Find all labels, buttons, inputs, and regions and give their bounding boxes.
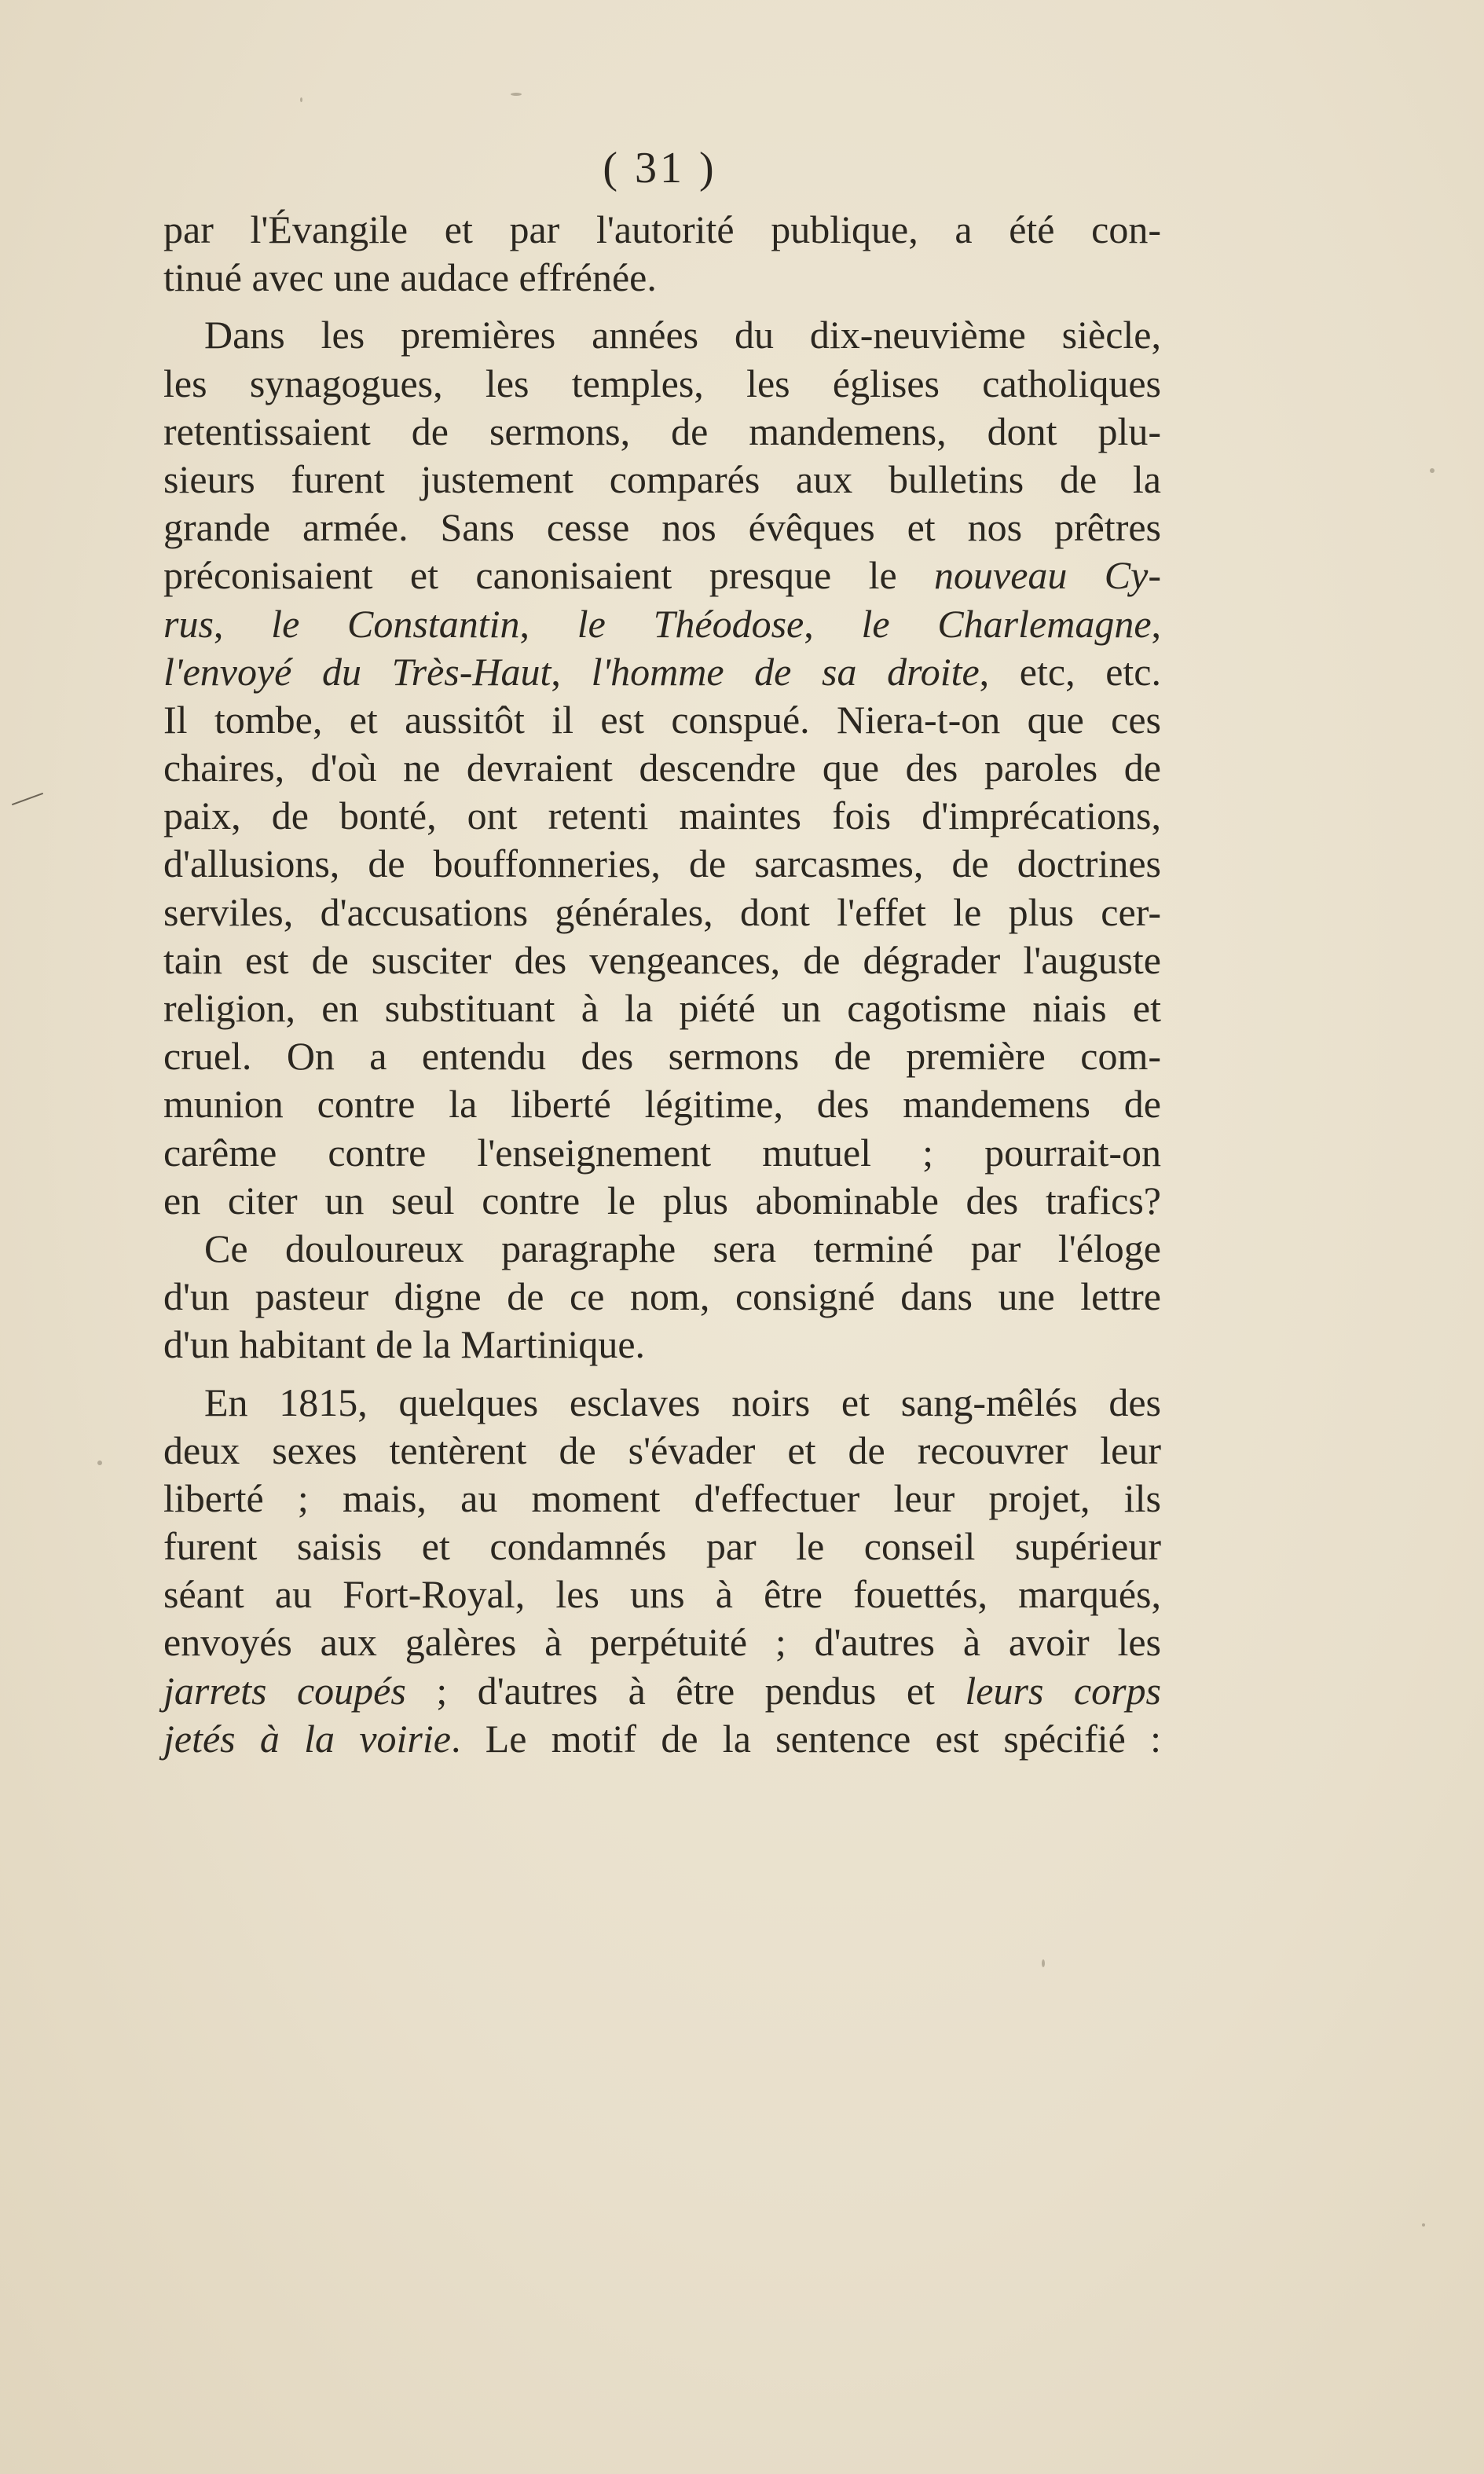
italic-text: le Charlemagne [861, 601, 1152, 646]
text-run: d'un pasteur digne de ce nom, consigné dans une lettre [163, 1274, 1161, 1319]
text-run: Ce douloureux paragraphe sera terminé par l'éloge [204, 1226, 1161, 1270]
text-line [163, 1032, 1161, 1080]
text-run: paix, de bonté, ont retenti maintes fois d'imprécations, [163, 794, 1161, 838]
text-line [163, 1273, 1161, 1321]
margin-pencil-mark [12, 793, 43, 805]
text-line [163, 696, 1161, 744]
text-run: , [1151, 601, 1162, 646]
paper-speck [1422, 2223, 1425, 2227]
text-run: En 1815, quelques esclaves noirs et sang-mêlés des [204, 1380, 1161, 1424]
text-run: , [551, 649, 592, 694]
italic-text: le Constantin [271, 601, 520, 646]
text-run: d'un habitant de la Martinique. [163, 1322, 646, 1367]
text-run: . Le motif de la sentence est spécifié : [450, 1716, 1161, 1761]
page-number: ( 31 ) [603, 144, 717, 192]
paper-speck [1042, 1959, 1045, 1967]
text-run: , etc, etc. [979, 649, 1161, 694]
text-line [163, 504, 1161, 552]
text-run: serviles, d'accusations générales, dont l'effet le plus cer- [163, 889, 1161, 934]
text-line [163, 1475, 1161, 1523]
text-line [163, 744, 1161, 792]
text-line [163, 311, 1161, 359]
text-line [163, 648, 1161, 696]
text-run: liberté ; mais, au moment d'effectuer leur projet, ils [163, 1475, 1161, 1520]
text-line [163, 1427, 1161, 1475]
text-run: religion, en substituant à la piété un cagotisme niais et [163, 986, 1161, 1030]
text-line [163, 984, 1161, 1032]
body-text [163, 206, 1161, 1763]
text-run: ; d'autres à être pendus et [405, 1668, 966, 1713]
text-run: préconisaient et canonisaient presque le [163, 553, 935, 598]
text-line [163, 1571, 1161, 1618]
text-line [163, 1618, 1161, 1666]
paper-speck [300, 97, 302, 102]
text-line [163, 1715, 1161, 1763]
text-run: Il tombe, et aussitôt il est conspué. Niera-t-on que ces [163, 697, 1161, 742]
text-line [163, 1177, 1161, 1225]
italic-text: leurs corps [965, 1668, 1162, 1713]
text-run: carême contre l'enseignement mutuel ; pourrait-on [163, 1130, 1161, 1175]
text-run: , [213, 601, 272, 646]
text-line [163, 600, 1161, 648]
italic-text: jetés à la voirie [163, 1716, 451, 1761]
text-line [163, 936, 1161, 984]
text-run: , [519, 601, 577, 646]
text-line [163, 889, 1161, 936]
text-line [163, 1321, 1161, 1369]
italic-text: jarrets coupés [163, 1668, 406, 1713]
text-line [163, 1667, 1161, 1715]
text-line [163, 408, 1161, 456]
text-line [163, 456, 1161, 504]
text-line [163, 360, 1161, 408]
paper-speck [1430, 468, 1435, 473]
text-run: deux sexes tentèrent de s'évader et de recouvrer leur [163, 1428, 1161, 1472]
text-line [163, 552, 1161, 599]
text-line [163, 840, 1161, 888]
paper-speck [511, 93, 522, 96]
text-line [163, 1080, 1161, 1128]
text-line [163, 792, 1161, 840]
text-line [163, 1523, 1161, 1571]
text-line [163, 1129, 1161, 1177]
text-run: sieurs furent justement comparés aux bulletins de la [163, 456, 1161, 501]
paper-speck [97, 1461, 102, 1465]
text-run: par l'Évangile et par l'autorité publique, a été con- [163, 207, 1161, 251]
text-line [163, 254, 1161, 302]
italic-text: l'envoyé du Très-Haut [163, 649, 551, 694]
italic-text: le Théodose [577, 601, 804, 646]
text-run: cruel. On a entendu des sermons de première com- [163, 1034, 1161, 1079]
text-run: tinué avec une audace effrénée. [163, 255, 657, 300]
text-run: Dans les premières années du dix-neuvième siècle, [204, 313, 1161, 357]
text-line [163, 206, 1161, 254]
text-run: grande armée. Sans cesse nos évêques et nos prêtres [163, 505, 1161, 550]
text-run: munion contre la liberté légitime, des mandemens de [163, 1082, 1161, 1127]
italic-text: l'homme de sa droite [591, 649, 980, 694]
text-run: séant au Fort-Royal, les uns à être fouettés, marqués, [163, 1572, 1161, 1617]
text-run: envoyés aux galères à perpétuité ; d'autres à avoir les [163, 1620, 1161, 1665]
paragraph-gap [163, 302, 1161, 311]
text-run: retentissaient de sermons, de mandemens, dont plu- [163, 409, 1161, 453]
text-run: d'allusions, de bouffonneries, de sarcasmes, de doctrines [163, 841, 1161, 886]
text-run: les synagogues, les temples, les églises catholiques [163, 361, 1161, 405]
text-run: en citer un seul contre le plus abominable des trafics? [163, 1178, 1161, 1222]
text-line [163, 1379, 1161, 1427]
text-run: , [804, 601, 862, 646]
text-run: tain est de susciter des vengeances, de dégrader l'auguste [163, 937, 1161, 982]
paragraph-gap [163, 1369, 1161, 1379]
italic-text: nouveau Cy- [934, 553, 1161, 598]
text-run: chaires, d'où ne devraient descendre que des paroles de [163, 746, 1161, 790]
italic-text: rus [163, 601, 214, 646]
text-run: furent saisis et condamnés par le conseil supérieur [163, 1524, 1161, 1569]
text-line [163, 1225, 1161, 1273]
